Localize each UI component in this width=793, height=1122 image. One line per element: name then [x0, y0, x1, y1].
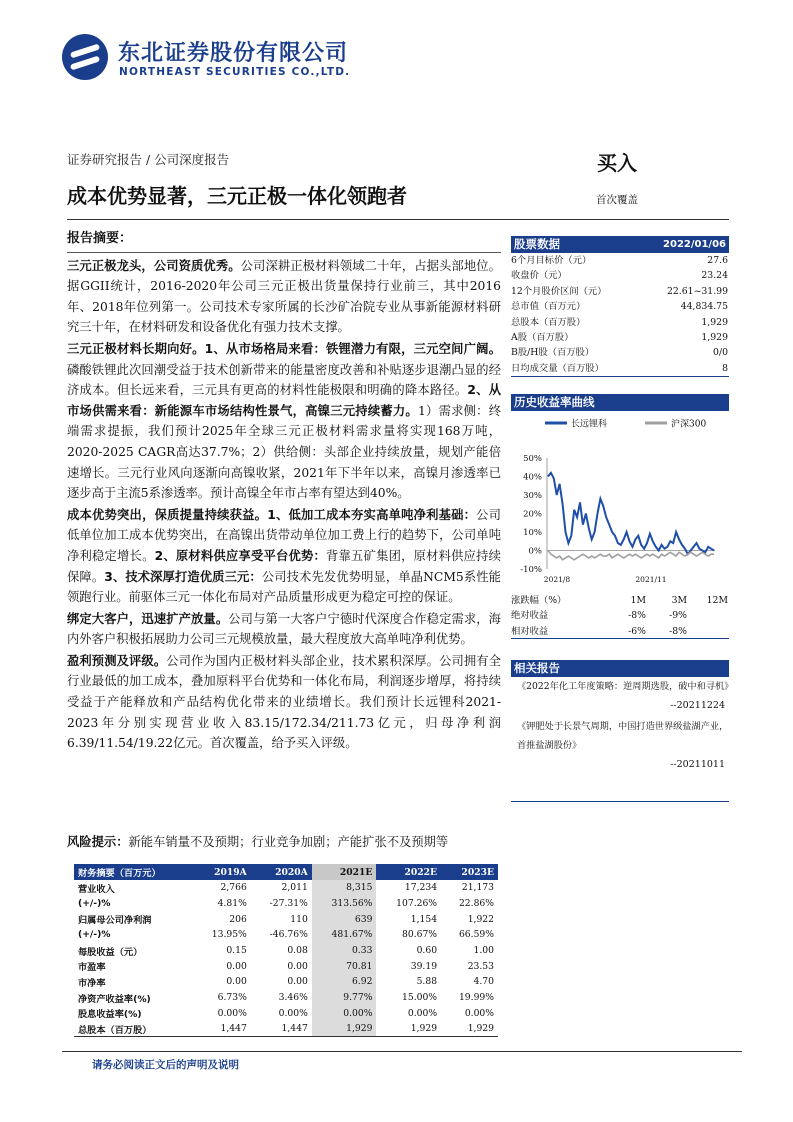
table-cell: 19.99% [458, 992, 494, 1004]
summary-paragraph [67, 505, 501, 608]
table-cell: 4.81% [217, 898, 247, 910]
table-cell: 80.67% [402, 929, 438, 941]
summary-paragraph [67, 651, 501, 754]
table-cell: 1,154 [410, 913, 438, 925]
performance-header [511, 593, 729, 608]
related-report-date: --20211011 [670, 758, 725, 770]
market-data-row [511, 315, 729, 330]
table-cell: 21,173 [461, 882, 494, 894]
market-data-row [511, 299, 729, 314]
related-reports-title: 相关报告 [514, 660, 560, 675]
market-data-value: 22.61~31.99 [666, 285, 728, 297]
financial-summary-table [74, 864, 498, 1037]
table-cell: 0.60 [416, 945, 438, 957]
performance-row [511, 608, 729, 623]
performance-cell: 相对收益 [511, 625, 549, 637]
table-cell: 0.00 [287, 960, 308, 972]
risk-label: 风险提示： [67, 835, 129, 849]
rating-label: 买入 [597, 151, 637, 175]
table-row [74, 880, 498, 896]
related-report-link[interactable]: 《2022年化工年度策略：逆周期选股，破中和寻机》 [517, 680, 734, 692]
table-cell: 5.88 [416, 976, 438, 988]
row-label: 总股本（百万股） [74, 1021, 194, 1037]
column-header: 2020A [251, 864, 312, 880]
market-data-value: 8 [722, 362, 728, 374]
row-label: 净资产收益率(%) [78, 993, 151, 1005]
market-data-label: 收盘价（元） [511, 270, 567, 282]
table-cell: -46.76% [269, 929, 308, 941]
risk-warning [67, 833, 501, 851]
paragraph-lead: 三元正极龙头，公司资质优秀。 [67, 258, 241, 273]
market-data-title: 股票数据 [514, 237, 560, 251]
table-cell: 110 [290, 913, 308, 925]
performance-cell: -8% [628, 610, 646, 622]
table-row [74, 990, 498, 1006]
paragraph-body: 公司低单位加工成本优势突出，在高镍出货带动单位加工费上行的趋势下，公司单吨净利稳定增长。 [67, 507, 501, 563]
table-cell: 66.59% [458, 929, 494, 941]
market-data-value: 1,929 [701, 331, 728, 343]
table-cell: 3.46% [278, 992, 308, 1004]
related-report-link[interactable]: 《钾肥处于长景气周期，中国打造世界级盐湖产业，首推盐湖股份》 [517, 720, 729, 751]
paragraph-body: 公司深耕正极材料领域二十年，占据头部地位。据GGII统计，2016-2020年公司三元正极出货量保持行业前三，其中2016年、2018年位列第一。公司技术专家所属的长沙矿冶院专业从事新能源材料研究三十年，在材料研发和设备优化有强力技术支撑。 [67, 258, 501, 335]
performance-row [511, 624, 729, 639]
row-label: 每股收益（元） [78, 946, 143, 958]
legend-label: 沪深300 [671, 419, 707, 430]
market-data-value: 23.24 [701, 270, 728, 282]
table-cell: 4.70 [473, 976, 494, 988]
performance-cell [687, 608, 728, 623]
sidebar-bottom-rule [511, 776, 729, 802]
market-data-label: B股/H股（百万股） [511, 347, 595, 359]
logo-emblem-icon [62, 34, 108, 80]
coverage-label: 首次覆盖 [596, 194, 638, 206]
table-cell: 17,234 [404, 882, 438, 894]
paragraph-lead: 2、原材料供应享受平台优势： [154, 548, 327, 563]
paragraph-lead: 3、技术深厚打造优质三元： [104, 569, 262, 584]
performance-cell: 绝对收益 [511, 610, 549, 622]
table-cell: 70.81 [312, 958, 377, 974]
table-cell: 1,929 [376, 1021, 441, 1037]
table-cell: 0.00% [278, 1007, 308, 1019]
breadcrumb: 证券研究报告 / 公司深度报告 [67, 152, 230, 167]
table-cell: 481.67% [312, 927, 377, 943]
table-cell: 13.95% [211, 929, 247, 941]
table-row [74, 896, 498, 912]
table-row [74, 958, 498, 974]
market-data-label: 总股本（百万股） [511, 316, 586, 328]
market-data-header [511, 236, 729, 253]
performance-header-cell: 3M [671, 595, 687, 607]
paragraph-body: 公司与第一大客户宁德时代深度合作稳定需求，海内外客户积极拓展助力公司三元规模放量，最大程度放大高单吨净利优势。 [67, 611, 501, 647]
table-cell: 107.26% [396, 898, 438, 910]
legend-label: 长远锂科 [571, 419, 608, 430]
table-cell: 15.00% [402, 992, 438, 1004]
table-cell: 0.15 [226, 945, 247, 957]
table-cell: 639 [312, 911, 377, 927]
table-cell: 22.86% [458, 898, 494, 910]
market-data-value: 1,929 [701, 316, 728, 328]
chart-header [511, 394, 729, 411]
report-summary [67, 229, 501, 755]
table-cell: 0.00 [226, 960, 247, 972]
row-label: (+/-)% [78, 929, 111, 941]
sidebar-panel [511, 236, 734, 802]
table-cell: 6.73% [217, 992, 247, 1004]
summary-paragraph [67, 256, 501, 338]
y-tick-label: -10% [520, 565, 542, 576]
market-data-date: 2022/01/06 [663, 239, 726, 250]
return-chart [511, 411, 729, 593]
series-line [548, 473, 714, 554]
table-cell: 1,922 [467, 913, 494, 925]
market-data-label: A股（百万股） [511, 331, 574, 343]
y-tick-label: 50% [523, 454, 542, 465]
return-chart-svg [511, 411, 729, 593]
table-cell: 206 [229, 913, 247, 925]
paragraph-body: 磷酸铁锂此次回潮受益于技术创新带来的能量密度改善和补贴逐步退潮凸显的经济成本。但长远来看，三元具有更高的材料性能极限和明确的降本路径。 [67, 362, 501, 398]
paragraph-lead: 2、从市场供需来看：新能源车市场结构性景气，高镍三元持续蓄力。 [67, 383, 501, 418]
row-label: 市盈率 [78, 962, 106, 974]
table-cell: 0.08 [287, 945, 308, 957]
table-cell: 23.53 [467, 960, 494, 972]
paragraph-body: 公司技术先发优势明显，单晶NCM5系性能领跑行业。前驱体三元一体化布局对产品质量形成更为稳定可控的保证。 [67, 569, 501, 605]
performance-header-cell: 涨跌幅（%） [511, 595, 567, 607]
table-cell: 39.19 [410, 960, 438, 972]
report-headline: 成本优势显著，三元正极一体化领跑者 [67, 184, 407, 208]
market-data-value: 44,834.75 [680, 301, 728, 313]
y-tick-label: 10% [523, 528, 542, 539]
performance-cell: -6% [628, 625, 646, 637]
performance-cell [687, 624, 728, 638]
market-data-label: 日均成交量（百万股） [511, 362, 604, 374]
row-label: 归属母公司净利润 [78, 915, 152, 927]
column-header: 2019A [194, 864, 251, 880]
table-cell: 0.33 [312, 943, 377, 959]
summary-paragraph [67, 609, 501, 650]
market-data-label: 总市值（百万元） [511, 301, 586, 313]
performance-cell: -8% [669, 625, 687, 637]
market-data-row [511, 268, 729, 283]
table-row [74, 1006, 498, 1022]
paragraph-lead: 三元正极材料长期向好。1、从市场格局来看：铁锂潜力有限，三元空间广阔。 [67, 341, 501, 356]
row-label: (+/-)% [78, 898, 111, 910]
summary-heading: 报告摘要： [67, 229, 501, 253]
market-data-row [511, 361, 729, 376]
market-data-row [511, 284, 729, 299]
performance-header-cell: 1M [630, 595, 646, 607]
table-row [74, 1021, 498, 1037]
table-cell: 0.00% [464, 1007, 494, 1019]
market-data-label: 12个月股价区间（元） [511, 285, 607, 297]
paragraph-body: 1）需求侧：终端需求提振，我们预计2025年全球三元正极材料需求量将实现168万吨，2020-2025 CAGR高达37.7%；2）供给侧：头部企业持续放量，规划产能倍速增长。三元行业风向逐渐向高镍收紧，2021年下半年以来，高镍月渗透率已逐步高于主流5系渗透率。预计高镍全年市占率有望达到40%。 [67, 403, 501, 501]
table-row [74, 927, 498, 943]
table-cell: 1,929 [312, 1021, 377, 1037]
footer-disclaimer-note: 请务必阅读正文后的声明及说明 [62, 1051, 742, 1072]
paragraph-lead: 成本优势突出，保质提量持续获益。1、低加工成本夯实高单吨净利基础： [67, 507, 477, 522]
table-cell: 0.00% [312, 1006, 377, 1022]
table-cell: -27.31% [269, 898, 308, 910]
paragraph-lead: 绑定大客户，迅速扩产放量。 [67, 611, 229, 626]
table-row [74, 911, 498, 927]
table-cell: 1,447 [194, 1021, 251, 1037]
table-cell: 9.77% [312, 990, 377, 1006]
market-data-label: 6个月目标价（元） [511, 255, 592, 266]
market-data-row [511, 330, 729, 345]
table-cell: 1,929 [441, 1021, 498, 1037]
y-tick-label: 20% [523, 509, 542, 520]
table-cell: 0.00% [407, 1007, 438, 1019]
y-tick-label: 40% [523, 472, 542, 483]
row-label: 市净率 [78, 977, 106, 989]
table-row [74, 974, 498, 990]
table-header-row [74, 864, 498, 880]
market-data-row [511, 345, 729, 360]
column-header: 2021E [312, 864, 377, 880]
company-name-en: NORTHEAST SECURITIES CO.,LTD. [119, 66, 351, 78]
performance-header-cell: 12M [706, 595, 728, 607]
market-data-value: 27.6 [707, 255, 728, 266]
company-logo [62, 34, 362, 84]
row-label: 股息收益率(%) [78, 1009, 142, 1021]
column-header: 2023E [441, 864, 498, 880]
table-cell: 2,766 [220, 882, 247, 894]
market-data-row [511, 253, 729, 268]
paragraph-body: 公司作为国内正极材料头部企业，技术累积深厚。公司拥有全行业最低的加工成本，叠加原料平台优势和一体化布局，利润逐步增厚，将持续受益于产能释放和产品结构优化带来的业绩增长。我们预计长远锂科2021-2023年分别实现营业收入83.15/172.34/211.73亿元，归母净利润6.39/11.54/19.22亿元。首次覆盖，给予买入评级。 [67, 653, 501, 751]
table-cell: 0.00 [287, 976, 308, 988]
market-data-list [511, 253, 729, 377]
market-data-value: 0/0 [713, 347, 728, 359]
related-reports-header [511, 660, 729, 677]
table-cell: 1,447 [251, 1021, 312, 1037]
table-cell: 313.56% [312, 896, 377, 912]
title-divider [67, 219, 729, 220]
x-tick-label: 2021/8 [543, 575, 571, 585]
column-header: 2022E [376, 864, 441, 880]
company-name-cn: 东北证券股份有限公司 [118, 41, 349, 66]
table-row [74, 943, 498, 959]
x-tick-label: 2021/11 [635, 575, 667, 585]
table-cell: 0.00% [217, 1007, 247, 1019]
paragraph-body: 背靠五矿集团，原材料供应持续保障。 [67, 548, 501, 584]
related-report-date: --20211224 [670, 699, 725, 711]
y-tick-label: 30% [523, 491, 542, 502]
table-cell: 8,315 [312, 880, 377, 896]
summary-paragraph [67, 339, 501, 504]
row-label: 营业收入 [78, 883, 115, 895]
paragraph-lead: 盈利预测及评级。 [67, 653, 167, 668]
table-cell: 2,011 [281, 882, 308, 894]
y-tick-label: 0% [528, 546, 542, 557]
chart-title: 历史收益率曲线 [514, 395, 595, 410]
table-cell: 1.00 [473, 945, 494, 957]
table-cell: 0.00 [226, 976, 247, 988]
performance-cell: -9% [669, 610, 687, 622]
risk-text: 新能车销量不及预期；行业竞争加剧；产能扩张不及预期等 [128, 835, 449, 849]
column-header: 财务摘要（百万元） [74, 864, 194, 880]
table-cell: 6.92 [312, 974, 377, 990]
